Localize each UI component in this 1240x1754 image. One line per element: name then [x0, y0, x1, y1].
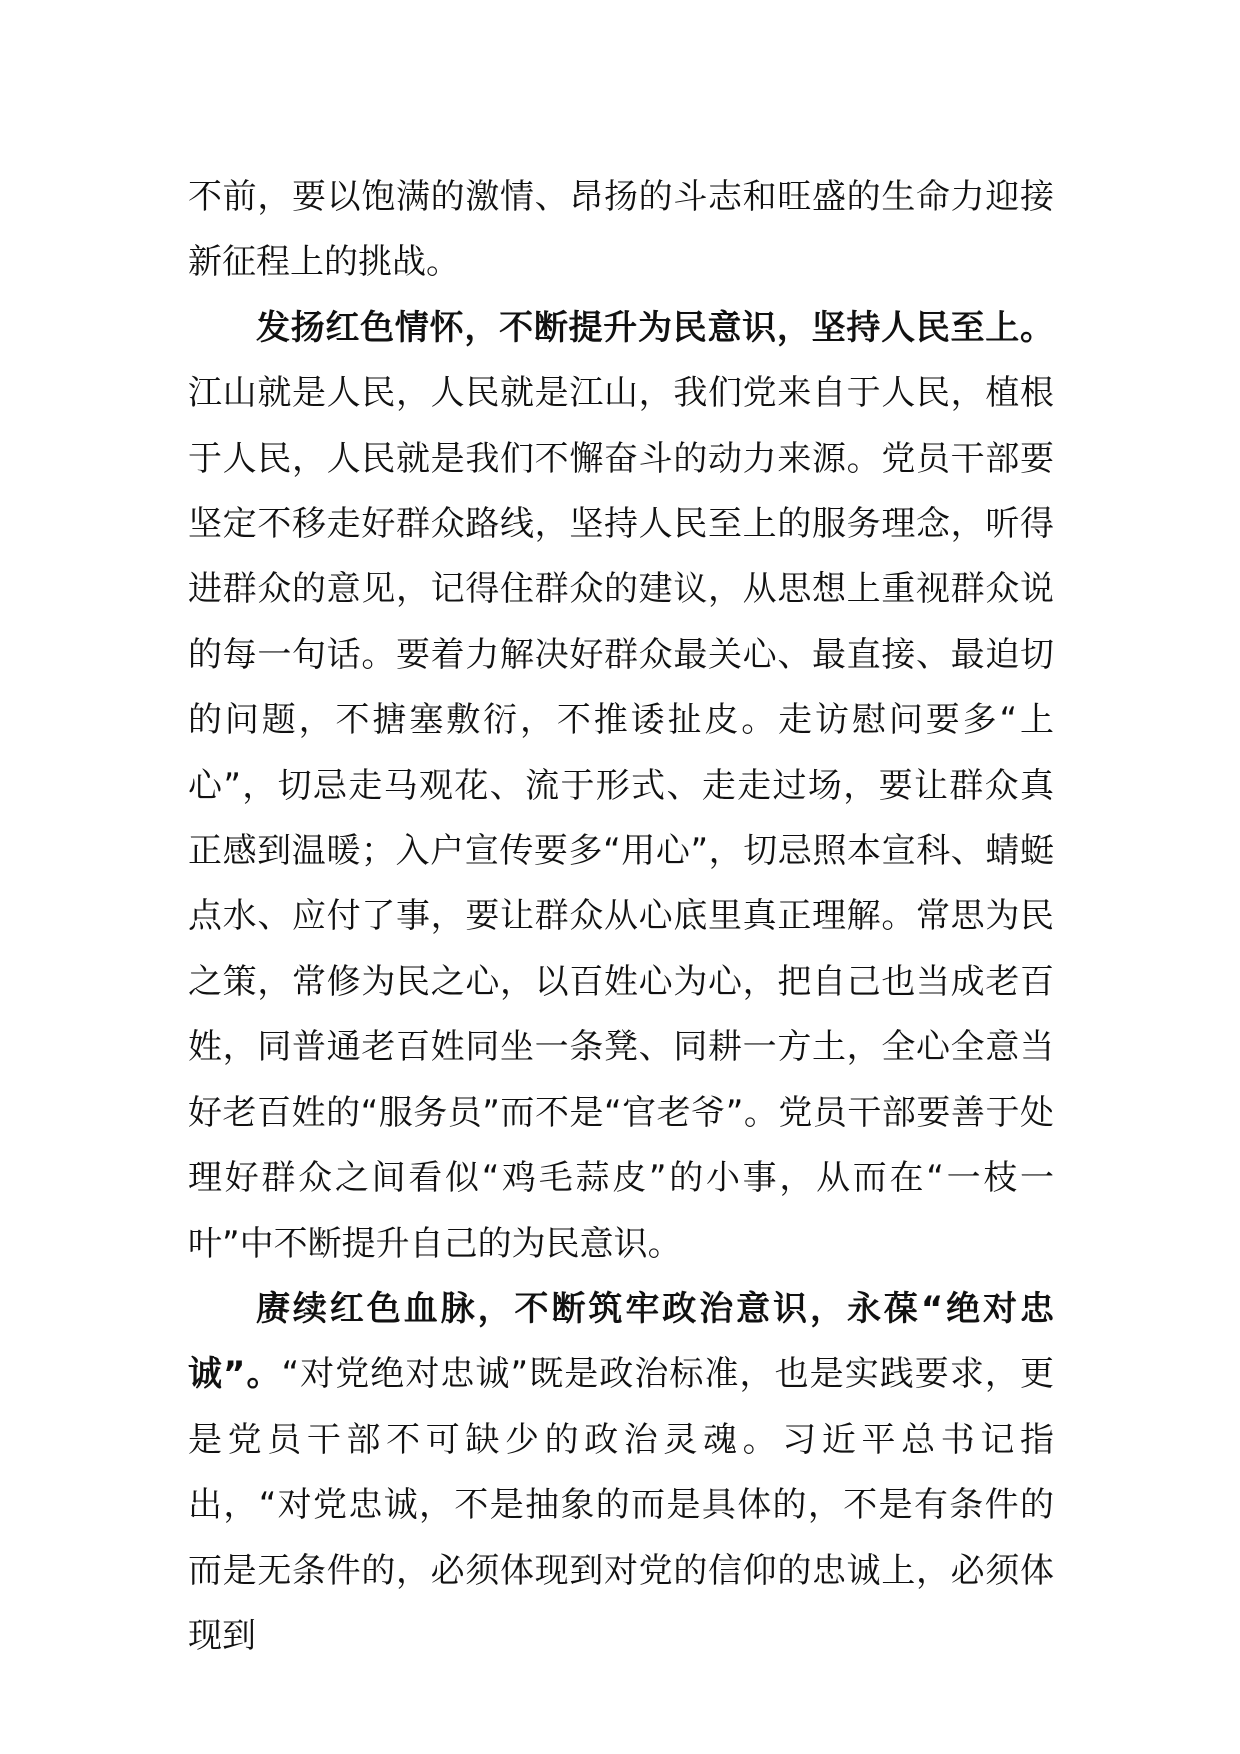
- paragraph-continuation: [188, 165, 1054, 296]
- paragraph-absolute-loyalty: [188, 1277, 1054, 1669]
- document-page: [188, 165, 1054, 1669]
- paragraph-body: 江山就是人民，人民就是江山，我们党来自于人民，植根于人民，人民就是我们不懈奋斗的动力来源。党员干部要坚定不移走好群众路线，坚持人民至上的服务理念，听得进群众的意见，记得住群众的建议，从思想上重视群众说的每一句话。要着力解决好群众最关心、最直接、最迫切的问题，不搪塞敷衍，不推诿扯皮。走访慰问要多“上心”，切忌走马观花、流于形式、走走过场，要让群众真正感到温暖；入户宣传要多“用心”，切忌照本宣科、蜻蜓点水、应付了事，要让群众从心底里真正理解。常思为民之策，常修为民之心，以百姓心为心，把自己也当成老百姓，同普通老百姓同坐一条凳、同耕一方土，全心全意当好老百姓的“服务员”而不是“官老爷”。党员干部要善于处理好群众之间看似“鸡毛蒜皮”的小事，从而在“一枝一叶”中不断提升自己的为民意识。: [188, 373, 1054, 1264]
- paragraph-people-first: [188, 296, 1054, 1277]
- paragraph-heading: 发扬红色情怀，不断提升为民意识，坚持人民至上。: [256, 307, 1054, 348]
- paragraph-body: 不前，要以饱满的激情、昂扬的斗志和旺盛的生命力迎接新征程上的挑战。: [188, 177, 1054, 283]
- paragraph-heading: 赓续红色血脉，不断筑牢政治意识，永葆“绝对忠诚”。: [188, 1288, 1054, 1395]
- paragraph-body: “对党绝对忠诚”既是政治标准，也是实践要求，更是党员干部不可缺少的政治灵魂。习近平总书记指出，“对党忠诚，不是抽象的而是具体的，不是有条件的而是无条件的，必须体现到对党的信仰的忠诚上，必须体现到: [188, 1354, 1054, 1656]
